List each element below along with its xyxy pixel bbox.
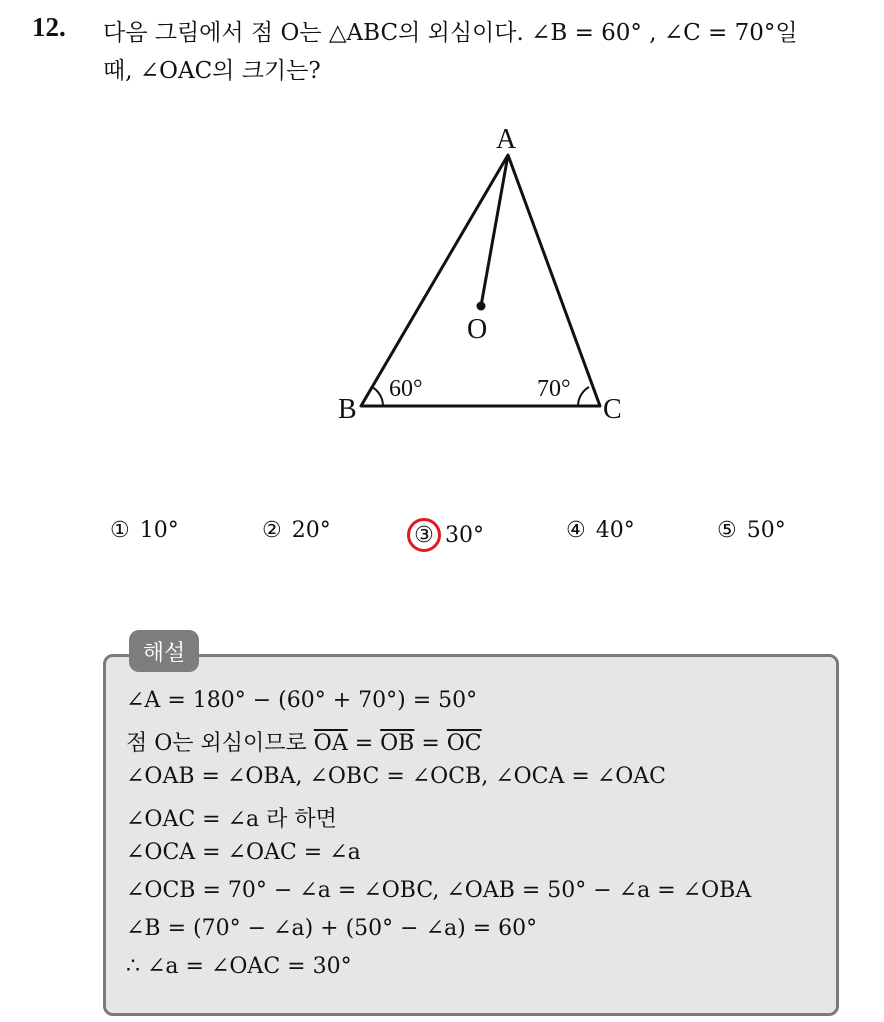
solution-line-5: ∠OCA = ∠OAC = ∠a bbox=[126, 840, 361, 865]
solution-line-3: ∠OAB = ∠OBA, ∠OBC = ∠OCB, ∠OCA = ∠OAC bbox=[126, 764, 667, 789]
choice-value: 20° bbox=[291, 518, 331, 543]
choice-mark: ⑤ bbox=[717, 518, 737, 543]
choice-mark: ④ bbox=[566, 518, 586, 543]
vertex-label-a: A bbox=[496, 124, 517, 155]
angle-arc-b bbox=[372, 387, 383, 406]
triangle-figure bbox=[0, 0, 884, 500]
choice-mark-selected: ③ bbox=[407, 518, 441, 552]
angle-label-c: 70° bbox=[537, 376, 571, 402]
choice-5[interactable] bbox=[717, 518, 786, 543]
choice-value: 40° bbox=[595, 518, 635, 543]
question-text-line-2: 때, ∠OAC의 크기는? bbox=[103, 58, 321, 84]
choice-value: 30° bbox=[445, 522, 484, 548]
point-o bbox=[477, 302, 486, 311]
point-label-o: O bbox=[467, 314, 488, 345]
vertex-label-b: B bbox=[338, 394, 357, 425]
choice-1[interactable] bbox=[110, 518, 179, 543]
question-text-line-1: 다음 그림에서 점 O는 △ABC의 외심이다. ∠B = 60° , ∠C = 70°일 bbox=[103, 20, 798, 46]
choice-3[interactable] bbox=[410, 518, 484, 552]
solution-tag: 해설 bbox=[129, 630, 199, 672]
triangle-abc bbox=[361, 155, 600, 406]
question-number: 12. bbox=[32, 12, 66, 42]
choice-value: 10° bbox=[139, 518, 179, 543]
choice-4[interactable] bbox=[566, 518, 635, 543]
solution-line-2-prefix: 점 O는 외심이므로 bbox=[126, 731, 314, 756]
angle-arc-c bbox=[578, 387, 589, 406]
equals-sign: = bbox=[414, 731, 447, 756]
angle-label-b: 60° bbox=[389, 376, 423, 402]
solution-line-7: ∠B = (70° − ∠a) + (50° − ∠a) = 60° bbox=[126, 916, 538, 941]
choice-2[interactable] bbox=[262, 518, 331, 543]
equals-sign: = bbox=[347, 731, 381, 756]
solution-line-4: ∠OAC = ∠a 라 하면 bbox=[126, 807, 337, 832]
vertex-label-c: C bbox=[603, 394, 622, 425]
solution-line-6: ∠OCB = 70° − ∠a = ∠OBC, ∠OAB = 50° − ∠a = ∠OBA bbox=[126, 878, 752, 903]
choice-value: 50° bbox=[746, 518, 786, 543]
segment-oa-overline: $\overline{OA}$ bbox=[313, 731, 348, 756]
segment-oc-overline: $\overline{OC}$ bbox=[446, 731, 482, 756]
solution-line-1: ∠A = 180° − (60° + 70°) = 50° bbox=[126, 688, 478, 713]
solution-line-8: ∴ ∠a = ∠OAC = 30° bbox=[126, 954, 352, 979]
choice-mark: ② bbox=[262, 518, 282, 543]
solution-line-2 bbox=[126, 726, 482, 757]
segment-ob-overline: $\overline{OB}$ bbox=[380, 731, 415, 756]
choice-mark: ① bbox=[110, 518, 130, 543]
